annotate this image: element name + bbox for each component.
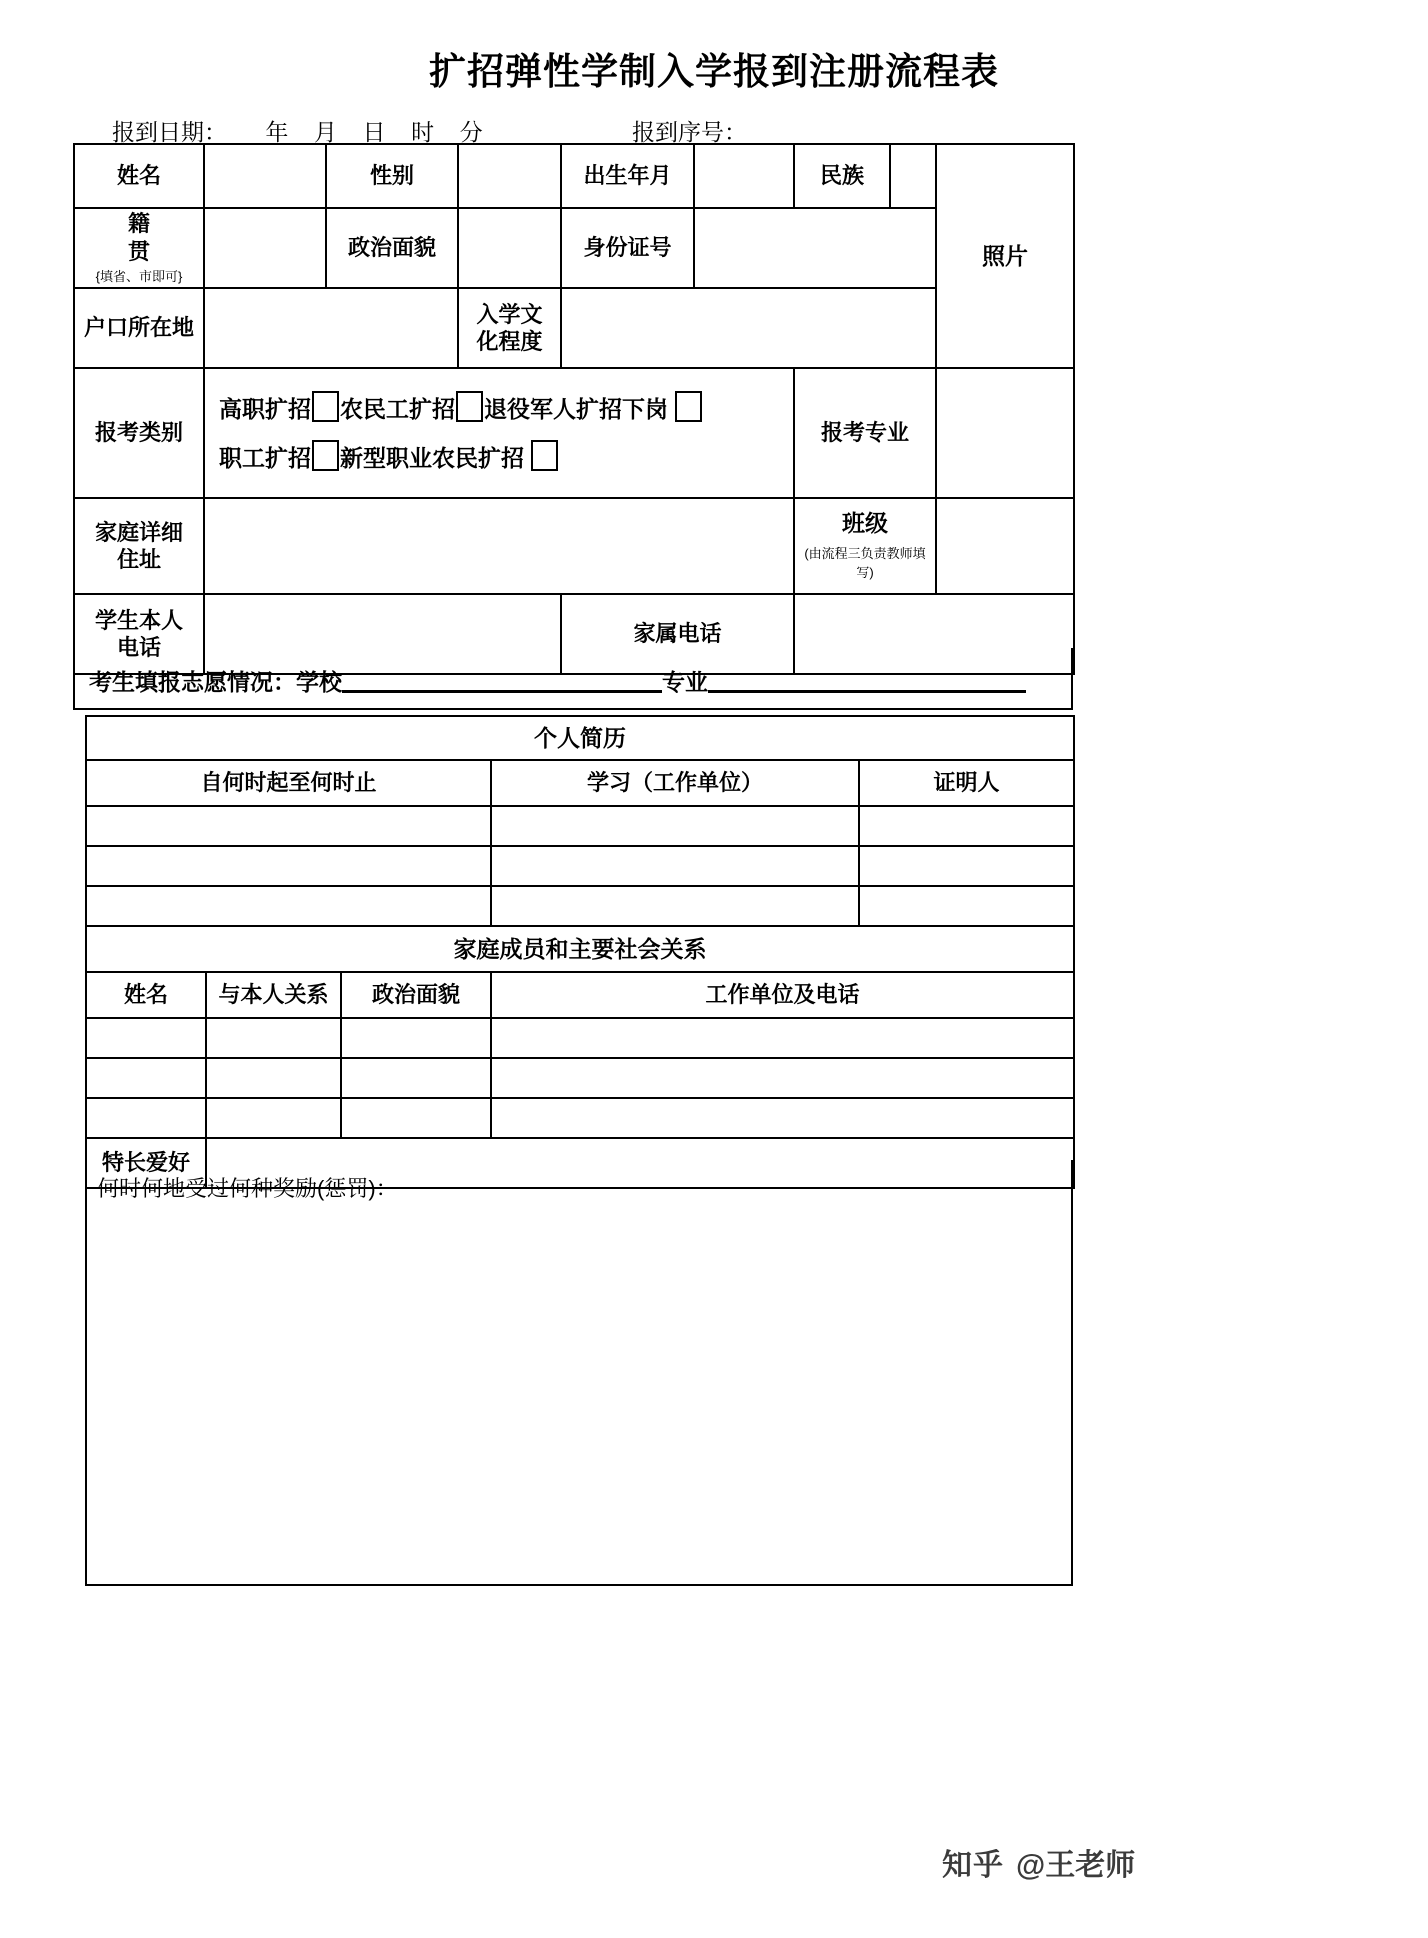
family-cell-relation[interactable] <box>206 1098 341 1138</box>
family-cell-name[interactable] <box>86 1098 206 1138</box>
family-section-title: 家庭成员和主要社会关系 <box>86 926 1074 972</box>
checkbox-label-zhigong: 职工扩招 <box>219 445 311 471</box>
volunteer-declaration-row <box>73 648 1073 710</box>
report-serial-label: 报到序号： <box>632 119 747 145</box>
table-row <box>86 926 1074 972</box>
checkbox-xinxing[interactable] <box>531 440 558 471</box>
label-native-place <box>74 208 237 288</box>
label-class-main: 班级 <box>842 510 888 537</box>
checkbox-label-nongmingong: 农民工扩招 <box>340 396 455 422</box>
resume-col-referee: 证明人 <box>859 760 1074 806</box>
label-education-level-line1: 入学文 <box>476 301 543 327</box>
table-row <box>86 806 1074 846</box>
report-date-label: 报到日期：___年__月__日__时__分 <box>112 119 483 145</box>
checkbox-line-1 <box>219 391 793 422</box>
field-apply-major[interactable] <box>936 368 1074 498</box>
field-class[interactable] <box>936 498 1074 594</box>
checkbox-nongmingong[interactable] <box>456 391 483 422</box>
label-native-place-main: 籍 贯 <box>127 211 237 264</box>
resume-and-family-table <box>85 715 1075 1189</box>
family-cell-workunit[interactable] <box>491 1058 1074 1098</box>
family-cell-political[interactable] <box>341 1018 491 1058</box>
resume-cell-period[interactable] <box>86 846 491 886</box>
table-row <box>86 972 1074 1018</box>
resume-cell-period[interactable] <box>86 806 491 846</box>
volunteer-line <box>89 664 1026 697</box>
resume-cell-unit[interactable] <box>491 886 859 926</box>
resume-cell-referee[interactable] <box>859 886 1074 926</box>
resume-cell-period[interactable] <box>86 886 491 926</box>
field-birth[interactable] <box>694 144 794 208</box>
table-row <box>74 498 1074 594</box>
page-title: 扩招弹性学制入学报到注册流程表 <box>429 51 999 92</box>
field-household[interactable] <box>204 288 458 368</box>
table-row <box>74 368 1074 498</box>
table-row <box>74 288 1074 368</box>
table-row <box>86 1058 1074 1098</box>
resume-cell-referee[interactable] <box>859 806 1074 846</box>
field-home-address[interactable] <box>204 498 794 594</box>
label-political-status: 政治面貌 <box>326 208 458 288</box>
label-class-note: (由流程三负责教师填写) <box>804 545 926 581</box>
family-cell-workunit[interactable] <box>491 1098 1074 1138</box>
label-ethnicity: 民族 <box>794 144 890 208</box>
field-political-status[interactable] <box>458 208 561 288</box>
label-home-address <box>74 498 204 594</box>
resume-section-title: 个人简历 <box>86 716 1074 760</box>
checkbox-gaozhi[interactable] <box>312 391 339 422</box>
zhihu-logo: 知乎 <box>942 1849 1004 1882</box>
field-id-number[interactable] <box>694 208 936 288</box>
family-cell-political[interactable] <box>341 1098 491 1138</box>
resume-col-unit: 学习（工作单位） <box>491 760 859 806</box>
resume-cell-referee[interactable] <box>859 846 1074 886</box>
label-award-punishment: 何时何地受过何种奖励(惩罚)： <box>97 1176 398 1201</box>
label-education-level-line2: 化程度 <box>476 329 543 354</box>
watermark <box>942 1840 1135 1884</box>
checkbox-label-tuiyi: 退役军人扩招下岗 <box>484 396 668 422</box>
table-row <box>86 760 1074 806</box>
checkbox-tuiyi[interactable] <box>675 391 702 422</box>
label-education-level <box>458 288 561 368</box>
checkbox-label-gaozhi: 高职扩招 <box>219 396 311 422</box>
label-hobby: 特长爱好 <box>86 1138 206 1188</box>
label-gender: 性别 <box>326 144 458 208</box>
label-apply-category: 报考类别 <box>74 368 204 498</box>
label-student-phone-line2: 电话 <box>116 635 161 660</box>
label-home-address-line2: 住址 <box>116 547 161 572</box>
table-row <box>74 208 1074 288</box>
field-education-level[interactable] <box>561 288 936 368</box>
family-col-workunit: 工作单位及电话 <box>491 972 1074 1018</box>
checkbox-zhigong[interactable] <box>312 440 339 471</box>
resume-cell-unit[interactable] <box>491 846 859 886</box>
label-class <box>794 498 936 594</box>
table-row <box>86 716 1074 760</box>
volunteer-school-input[interactable] <box>342 690 662 693</box>
family-cell-relation[interactable] <box>206 1058 341 1098</box>
family-cell-relation[interactable] <box>206 1018 341 1058</box>
label-name: 姓名 <box>74 144 204 208</box>
resume-cell-unit[interactable] <box>491 806 859 846</box>
report-header-line <box>112 114 1262 146</box>
family-col-name: 姓名 <box>86 972 206 1018</box>
family-cell-name[interactable] <box>86 1058 206 1098</box>
volunteer-major-input[interactable] <box>708 690 1026 693</box>
table-row <box>74 144 1074 208</box>
volunteer-middle: 专业 <box>662 669 708 695</box>
label-id-number: 身份证号 <box>561 208 694 288</box>
field-name[interactable] <box>204 144 326 208</box>
family-col-political: 政治面貌 <box>341 972 491 1018</box>
field-ethnicity[interactable] <box>890 144 936 208</box>
checkbox-line-2 <box>219 440 793 471</box>
field-gender[interactable] <box>458 144 561 208</box>
table-row <box>86 886 1074 926</box>
award-punishment-box[interactable] <box>85 1160 1073 1586</box>
resume-col-period: 自何时起至何时止 <box>86 760 491 806</box>
label-family-phone: 家属电话 <box>561 594 794 674</box>
label-birth: 出生年月 <box>561 144 694 208</box>
label-household: 户口所在地 <box>74 288 204 368</box>
apply-category-checkbox-group <box>204 368 794 498</box>
family-cell-name[interactable] <box>86 1018 206 1058</box>
checkbox-group <box>205 369 793 497</box>
label-apply-major: 报考专业 <box>794 368 936 498</box>
table-row <box>86 846 1074 886</box>
table-row <box>86 1098 1074 1138</box>
student-info-table <box>73 143 1075 675</box>
label-home-address-line1: 家庭详细 <box>94 519 183 545</box>
family-cell-workunit[interactable] <box>491 1018 1074 1058</box>
photo-placeholder[interactable]: 照片 <box>936 144 1074 368</box>
family-cell-political[interactable] <box>341 1058 491 1098</box>
label-student-phone-line1: 学生本人 <box>94 607 183 633</box>
volunteer-prefix: 考生填报志愿情况：学校 <box>89 669 342 695</box>
family-col-relation: 与本人关系 <box>206 972 341 1018</box>
table-row <box>86 1018 1074 1058</box>
label-native-place-note: {填省、市即可} <box>95 269 183 285</box>
checkbox-label-xinxing: 新型职业农民扩招 <box>340 445 524 471</box>
watermark-author: @王老师 <box>1016 1849 1136 1882</box>
